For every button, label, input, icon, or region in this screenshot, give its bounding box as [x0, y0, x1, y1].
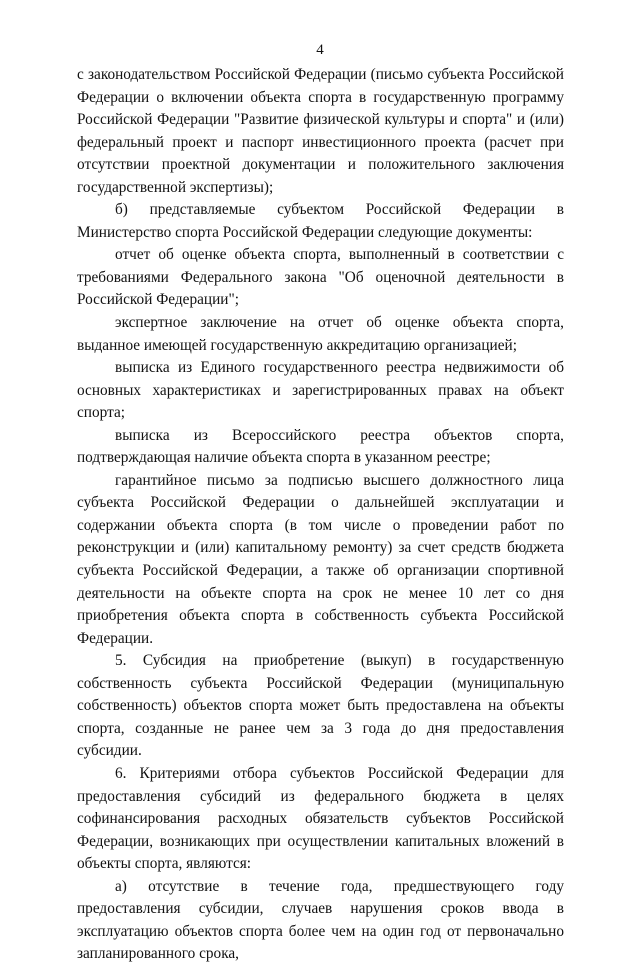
document-body — [77, 64, 564, 966]
paragraph: выписка из Единого государственного реестра недвижимости об основных характеристиках и зарегистрированных правах на объект спорта; — [77, 359, 564, 422]
paragraph: 5. Субсидия на приобретение (выкуп) в государственную собственность субъекта Российской Федерации (муниципальную собственность) объектов спорта может быть предоставлена на объекты спорта, созданные не ранее чем за 3 года до дня предоставления субсидии. — [77, 652, 564, 760]
paragraph: выписка из Всероссийского реестра объектов спорта, подтверждающая наличие объекта спорта в указанном реестре; — [77, 426, 564, 467]
paragraph: б) представляемые субъектом Российской Федерации в Министерство спорта Российской Федерации следующие документы: — [77, 201, 564, 241]
page-number: 4 — [316, 42, 324, 58]
paragraph: с законодательством Российской Федерации (письмо субъекта Российской Федерации о включении объекта спорта в государственную программу Российской Федерации "Развитие физической культуры и спорта" и (или) федеральный проект и паспорт инвестиционного проекта (расчет при отсутствии проектной документации и положительного заключения государственной экспертизы); — [77, 66, 564, 196]
paragraph: отчет об оценке объекта спорта, выполненный в соответствии с требованиями Федерального закона "Об оценочной деятельности в Российской Федерации"; — [77, 246, 564, 309]
paragraph: экспертное заключение на отчет об оценке объекта спорта, выданное имеющей государственную аккредитацию организацией; — [77, 314, 564, 354]
paragraph: а) отсутствие в течение года, предшествующего году предоставления субсидии, случаев нарушения сроков ввода в эксплуатацию объектов спорта более чем на один год от первоначально запланированного срока, — [77, 877, 564, 963]
paragraph: 6. Критериями отбора субъектов Российской Федерации для предоставления субсидий из федерального бюджета в целях софинансирования расходных обязательств субъектов Российской Федерации, возникающих при осуществлении капитальных вложений в объекты спорта, являются: — [77, 764, 564, 873]
paragraph: гарантийное письмо за подписью высшего должностного лица субъекта Российской Федерации о дальнейшей эксплуатации и содержании объекта спорта (в том числе о проведении работ по реконструкции и (или) капитальному ремонту) за счет средств бюджета субъекта Российской Федерации, а также об организации спортивной деятельности на объекте спорта на срок не менее 10 лет со дня приобретения объекта спорта в собственность субъекта Российской Федерации. — [77, 471, 564, 647]
